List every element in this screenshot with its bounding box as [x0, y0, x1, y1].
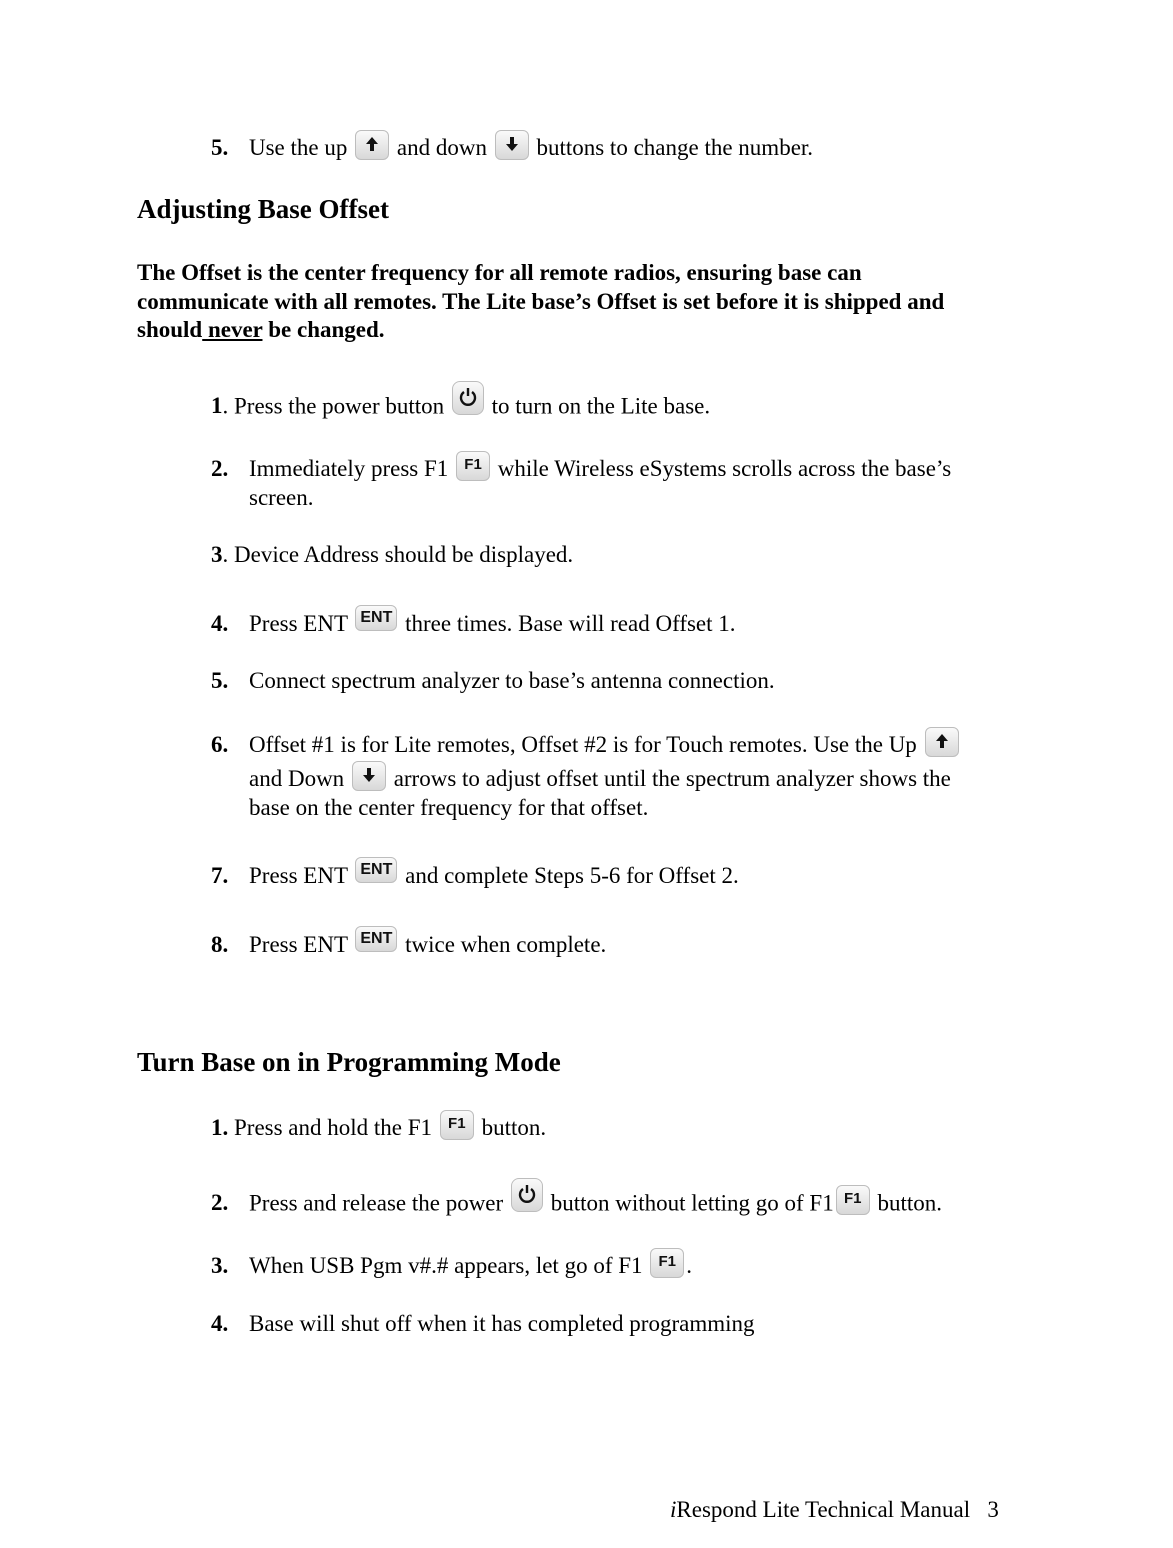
step-number: 1: [211, 393, 223, 419]
offset-step-2-continued: screen.: [249, 485, 314, 510]
step-text: arrows to adjust offset until the spectrum analyzer shows the: [393, 766, 951, 791]
step-text: Base will shut off when it has completed programming: [249, 1311, 755, 1336]
prog-step-2: [211, 1188, 942, 1222]
step-text: to turn on the Lite base.: [491, 393, 711, 419]
ent-key-icon: ENT: [355, 605, 397, 631]
step-number: 3.: [211, 1253, 229, 1278]
prog-step-3: [211, 1251, 692, 1283]
step-text: three times. Base will read Offset 1.: [405, 611, 736, 636]
f1-key-icon: F1: [836, 1185, 870, 1215]
offset-intro-paragraph: [137, 259, 1037, 345]
intro-text: be changed.: [262, 317, 385, 342]
power-icon: [452, 381, 484, 415]
intro-line: [137, 316, 1037, 345]
step-text: . Press the power button: [222, 393, 445, 419]
section-heading-programming-mode: Turn Base on in Programming Mode: [137, 1047, 561, 1077]
step-text: and complete Steps 5-6 for Offset 2.: [405, 863, 739, 888]
power-icon: [511, 1178, 543, 1212]
offset-step-4: [211, 609, 736, 639]
intro-line: The Offset is the center frequency for all remote radios, ensuring base can: [137, 260, 862, 285]
step-number: 4.: [211, 1311, 229, 1336]
step-text: and down: [396, 135, 487, 160]
step-text: and Down: [249, 766, 345, 791]
step-number: 1.: [211, 1115, 229, 1140]
prog-step-4: [211, 1309, 754, 1338]
ent-key-icon: ENT: [355, 857, 397, 883]
page-number: 3: [987, 1497, 999, 1522]
step-text: Use the up: [249, 135, 348, 160]
step-text: When USB Pgm v#.# appears, let go of F1: [249, 1253, 643, 1278]
step-number: 8.: [211, 932, 229, 957]
step-text: Press ENT: [249, 863, 348, 888]
offset-step-6-continued: [249, 764, 951, 796]
f1-key-icon: F1: [650, 1248, 684, 1278]
down-arrow-icon: [495, 130, 529, 160]
ent-key-icon: ENT: [355, 926, 397, 952]
footer-brand-italic: i: [670, 1497, 677, 1522]
page-footer: [670, 1495, 999, 1524]
up-arrow-icon: [925, 727, 959, 757]
footer-title: Respond Lite Technical Manual: [676, 1497, 971, 1522]
step-text: buttons to change the number.: [536, 135, 814, 160]
step-number: 3: [211, 542, 223, 567]
f1-key-icon: F1: [456, 451, 490, 481]
step-text: Press and release the power: [249, 1190, 504, 1216]
step-text: button.: [481, 1115, 547, 1140]
offset-step-2: [211, 454, 951, 486]
step-number: 5.: [211, 668, 229, 693]
intro-text: should: [137, 317, 203, 342]
step-text: Immediately press F1: [249, 456, 449, 481]
step-use-up-down: [211, 133, 813, 165]
offset-step-3: [211, 540, 573, 569]
step-number: 7.: [211, 863, 229, 888]
offset-step-5: [211, 666, 775, 695]
step-text: button without letting go of F1: [550, 1190, 834, 1216]
step-text: twice when complete.: [405, 932, 607, 957]
step-text: while Wireless eSystems scrolls across the base’s: [497, 456, 952, 481]
section-heading-base-offset: Adjusting Base Offset: [137, 194, 390, 224]
step-text: button.: [877, 1190, 942, 1216]
never-emphasis: never: [202, 317, 263, 342]
offset-step-1: [211, 391, 710, 425]
step-text: Press ENT: [249, 932, 348, 957]
step-text: Offset #1 is for Lite remotes, Offset #2 is for Touch remotes. Use the Up: [249, 732, 917, 757]
f1-key-icon: F1: [440, 1110, 474, 1140]
step-number: 2.: [211, 456, 229, 481]
intro-line: communicate with all remotes. The Lite base’s Offset is set before it is shipped and: [137, 288, 945, 314]
down-arrow-icon: [352, 761, 386, 791]
step-text: . Device Address should be displayed.: [222, 542, 574, 567]
step-text: .: [686, 1253, 693, 1278]
step-number: 4.: [211, 611, 229, 636]
step-text: Press and hold the F1: [228, 1115, 433, 1140]
step-text: Connect spectrum analyzer to base’s antenna connection.: [249, 668, 775, 693]
offset-step-8: [211, 930, 606, 960]
step-number: 5.: [211, 135, 229, 160]
offset-step-6-continued-2: base on the center frequency for that offset.: [249, 795, 649, 820]
offset-step-7: [211, 861, 739, 891]
offset-step-6: [211, 730, 961, 762]
prog-step-1: [211, 1113, 546, 1145]
step-text: Press ENT: [249, 611, 348, 636]
step-number: 6.: [211, 732, 229, 757]
up-arrow-icon: [355, 130, 389, 160]
step-number: 2.: [211, 1190, 229, 1216]
